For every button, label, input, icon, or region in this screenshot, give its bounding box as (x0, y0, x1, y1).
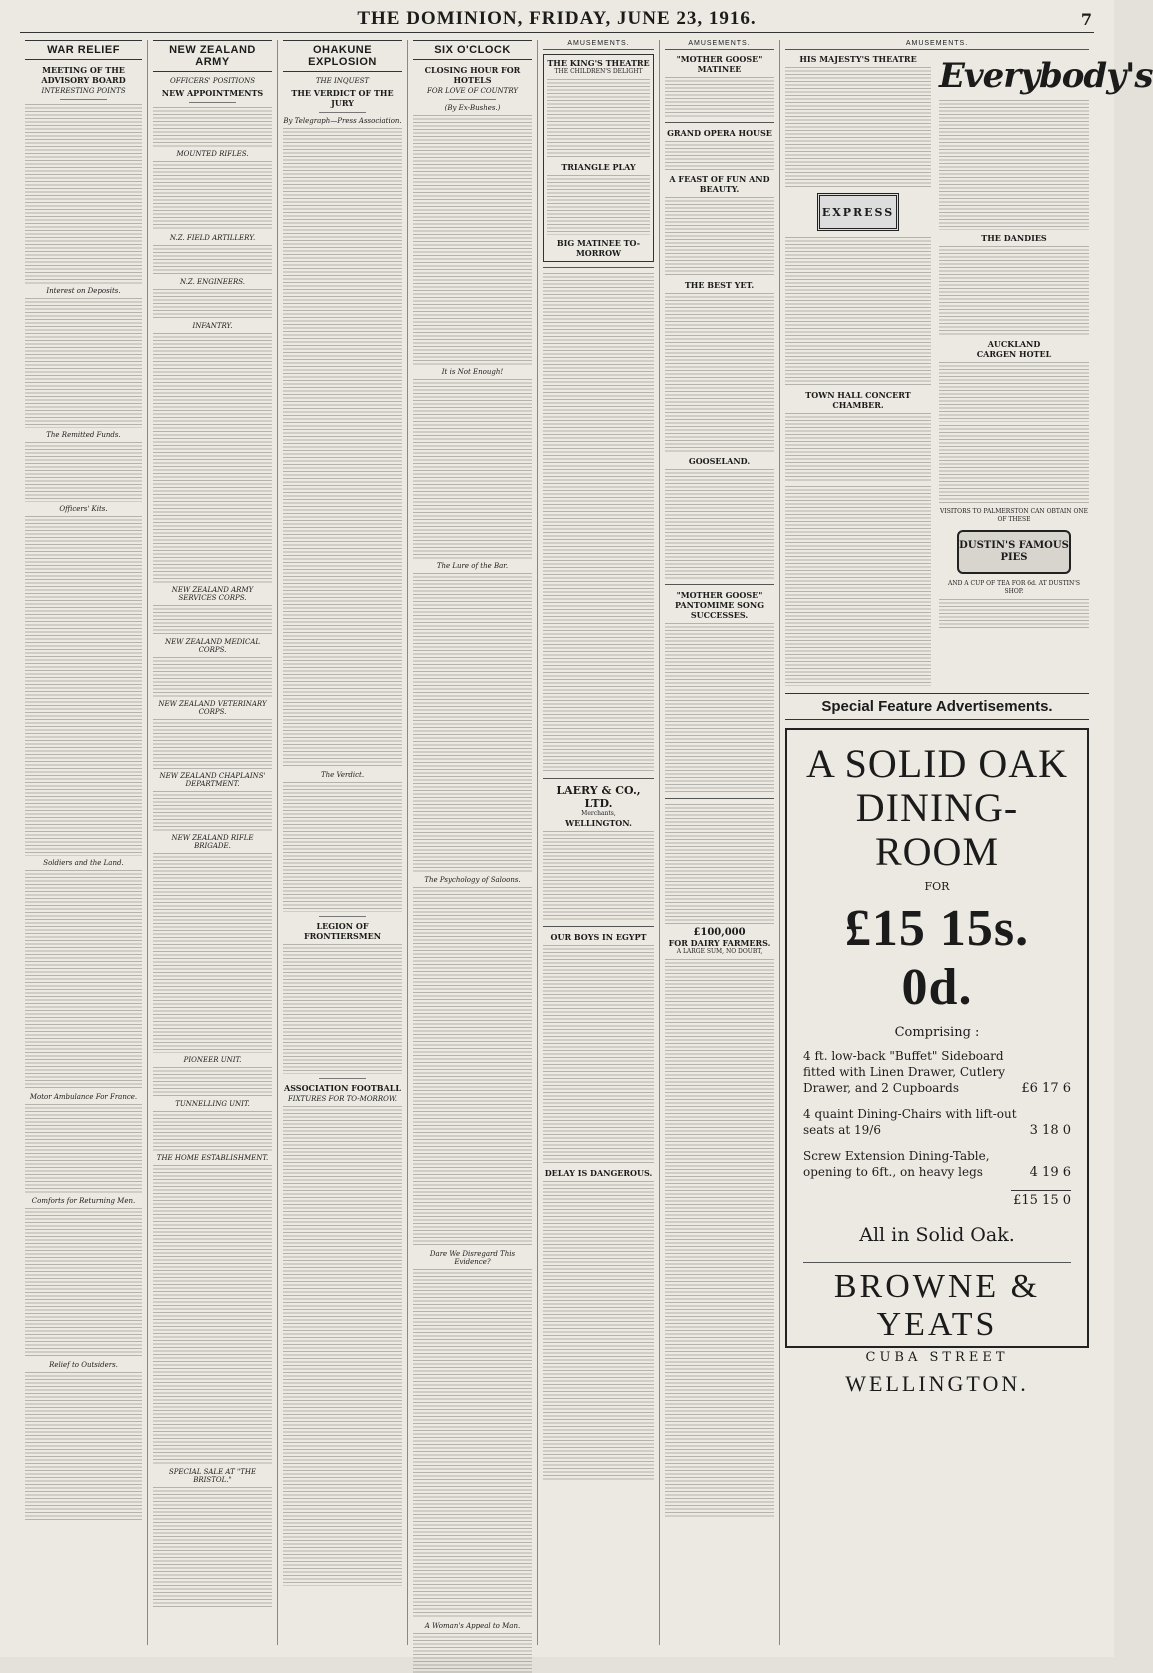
article-kicker: NEW APPOINTMENTS (161, 88, 264, 98)
body-text (153, 1111, 272, 1151)
article-headline: DELAY IS DANGEROUS. (544, 1168, 653, 1178)
body-text (25, 1208, 142, 1358)
ad-title: "MOTHER GOOSE" PANTOMIME SONG SUCCESSES. (674, 590, 765, 620)
body-text (413, 1269, 532, 1619)
ad-text (785, 486, 931, 686)
masthead (20, 6, 1094, 33)
body-text (413, 573, 532, 873)
ad-city: WELLINGTON. (845, 1371, 1029, 1396)
ad-tagline: THE CHILDREN'S DELIGHT (554, 68, 643, 75)
divider (60, 99, 107, 100)
body-text (413, 115, 532, 365)
ad-text (547, 79, 650, 159)
ad-solid-oak: All in Solid Oak. (859, 1224, 1015, 1246)
feature-ad-dining-room (785, 728, 1089, 1396)
divider (319, 1078, 367, 1079)
ad-item-desc: Screw Extension Dining-Table, opening to 6ft., on heavy legs (803, 1149, 990, 1179)
ad-text (939, 599, 1089, 629)
body-text (413, 887, 532, 1247)
body-text (543, 1181, 654, 1481)
divider (319, 916, 367, 917)
divider (543, 926, 654, 927)
body-text (153, 605, 272, 635)
ad-title: THE KING'S THEATRE (547, 58, 650, 68)
body-text (153, 791, 272, 831)
ad-text (543, 831, 654, 921)
ad-text (547, 175, 650, 235)
body-text (283, 782, 402, 912)
laery-name: LAERY & CO., LTD. (556, 784, 641, 810)
ad-text (785, 67, 931, 187)
ad-item (803, 1106, 1071, 1138)
column-nz-army (148, 40, 278, 1645)
body-text (153, 719, 272, 769)
ad-tagline: A LARGE SUM, NO DOUBT, (676, 948, 763, 955)
section-heading: N.Z. ENGINEERS. (179, 278, 246, 286)
section-label: AMUSEMENTS. (665, 40, 774, 50)
section-heading: NEW ZEALAND CHAPLAINS' DEPARTMENT. (159, 772, 266, 788)
body-text (153, 161, 272, 231)
section-heading: The Lure of the Bar. (436, 562, 509, 570)
article-subheadline: CLOSING HOUR FOR HOTELS (424, 65, 521, 85)
section-heading: Interest on Deposits. (46, 287, 121, 295)
article-kicker: FOR LOVE OF COUNTRY (426, 87, 519, 95)
ad-sum: £100,000 (693, 927, 746, 938)
column-text (543, 273, 654, 773)
section-heading: NEW ZEALAND ARMY SERVICES CORPS. (171, 586, 254, 602)
divider (543, 778, 654, 779)
ad-price: £15 15s. 0d. (844, 900, 1030, 1016)
section-label: AMUSEMENTS. (785, 40, 1089, 50)
byline: By Telegraph—Press Association. (283, 117, 402, 125)
section-heading: The Verdict. (320, 771, 365, 779)
body-text (25, 104, 142, 284)
body-text (153, 333, 272, 583)
ad-majesty (785, 54, 931, 689)
ad-everybodys (939, 54, 1153, 689)
article-kicker: INTERESTING POINTS (41, 87, 126, 95)
ad-row-top (785, 54, 1153, 689)
masthead-title: THE DOMINION, FRIDAY, JUNE 23, 1916. (357, 8, 757, 29)
ad-feature: BIG MATINEE TO-MORROW (556, 238, 641, 258)
ad-text (665, 197, 774, 277)
column-six-oclock (408, 40, 538, 1645)
column-text (665, 804, 774, 924)
article-headline: OHAKUNE EXPLOSION (283, 40, 402, 72)
byline: (By Ex-Bushes.) (444, 104, 501, 112)
ad-street: CUBA STREET (865, 1350, 1009, 1365)
column-ohakune (278, 40, 408, 1645)
section-heading: N.Z. FIELD ARTILLERY. (169, 234, 256, 242)
body-text (153, 657, 272, 697)
body-text (25, 442, 142, 502)
ad-title-line-1: A SOLID OAK (805, 741, 1069, 786)
body-text (153, 1165, 272, 1465)
ad-item (803, 1148, 1071, 1180)
ad-item (803, 1048, 1071, 1096)
ad-title: "MOTHER GOOSE" MATINEE (676, 54, 763, 74)
ad-title: TOWN HALL CONCERT CHAMBER. (805, 390, 911, 410)
article-headline: SIX O'CLOCK (413, 40, 532, 60)
body-text (413, 379, 532, 559)
body-text (153, 1487, 272, 1607)
dustin-badge: DUSTIN'S FAMOUS PIES (957, 530, 1071, 574)
dustin-heading: VISITORS TO PALMERSTON CAN OBTAIN ONE OF THESE (940, 508, 1088, 523)
ad-feature: TRIANGLE PLAY (561, 162, 636, 172)
section-heading: Dare We Disregard This Evidence? (429, 1250, 516, 1266)
section-heading: A Woman's Appeal to Man. (424, 1622, 521, 1630)
divider (665, 798, 774, 799)
section-heading: The Remitted Funds. (46, 431, 121, 439)
body-text (153, 107, 272, 147)
body-text (25, 298, 142, 428)
column-advertisements (780, 40, 1153, 1645)
section-heading: PIONEER UNIT. (183, 1056, 242, 1064)
body-text (153, 245, 272, 275)
ad-title: AUCKLAND (987, 339, 1041, 349)
section-heading: NEW ZEALAND RIFLE BRIGADE. (171, 834, 254, 850)
ad-feature: A FEAST OF FUN AND BEAUTY. (669, 174, 770, 194)
article-subheadline: MEETING OF THE ADVISORY BOARD (41, 65, 126, 85)
dustin-tagline: AND A CUP OF TEA FOR 6d. AT DUSTIN'S SHOP. (948, 580, 1080, 595)
divider (665, 122, 774, 123)
divider (449, 99, 497, 100)
ad-text (785, 237, 931, 387)
ad-feature: THE BEST YET. (684, 280, 755, 290)
ad-text (665, 623, 774, 793)
article-headline: WAR RELIEF (25, 40, 142, 60)
ad-item-price: 3 18 0 (1029, 1123, 1071, 1138)
section-heading: THE HOME ESTABLISHMENT. (156, 1154, 269, 1162)
section-heading: Comforts for Returning Men. (31, 1197, 136, 1205)
body-text (153, 853, 272, 1053)
feature-header: Special Feature Advertisements. (785, 693, 1089, 720)
body-text (25, 516, 142, 856)
laery-city: WELLINGTON. (565, 818, 632, 828)
ad-feature: GOOSELAND. (688, 456, 751, 466)
body-text (25, 1104, 142, 1194)
column-text (665, 959, 774, 1519)
ad-item-desc: 4 quaint Dining-Chairs with lift-out seats at 19/6 (803, 1107, 1017, 1137)
section-heading: NEW ZEALAND VETERINARY CORPS. (158, 700, 267, 716)
divider (803, 1262, 1071, 1263)
ad-item-price: £6 17 6 (1021, 1081, 1071, 1096)
section-heading: MOUNTED RIFLES. (176, 150, 249, 158)
ad-subtitle: CARGEN HOTEL (976, 349, 1052, 359)
column-amusements-2 (660, 40, 780, 1645)
page-number: 7 (1080, 10, 1092, 29)
ad-title: THE DANDIES (981, 233, 1047, 243)
body-text (283, 1106, 402, 1586)
ad-firm: BROWNE & YEATS (833, 1268, 1041, 1343)
section-heading: Soldiers and the Land. (43, 859, 124, 867)
body-text (543, 945, 654, 1165)
article-headline: ASSOCIATION FOOTBALL (284, 1083, 401, 1093)
section-heading: INFANTRY. (192, 322, 233, 330)
ad-title: FOR DAIRY FARMERS. (668, 938, 771, 948)
body-text (25, 870, 142, 1090)
section-label: AMUSEMENTS. (543, 40, 654, 50)
ad-text (665, 469, 774, 579)
body-text (25, 1372, 142, 1522)
divider (319, 112, 367, 113)
article-headline: NEW ZEALAND ARMY (153, 40, 272, 72)
ad-total: £15 15 0 (1011, 1190, 1071, 1208)
everybodys-logo: Everybody's (939, 56, 1153, 96)
ad-text (939, 246, 1089, 336)
body-text (153, 289, 272, 319)
section-heading: SPECIAL SALE AT "THE BRISTOL." (168, 1468, 257, 1484)
ad-item-desc: 4 ft. low-back "Buffet" Sideboard fitted with Linen Drawer, Cutlery Drawer, and 2 Cupboards (803, 1049, 1006, 1095)
ad-kings-theatre (543, 54, 654, 262)
divider (543, 267, 654, 268)
article-kicker: THE VERDICT OF THE JURY (291, 88, 394, 108)
ad-title: GRAND OPERA HOUSE (667, 128, 772, 138)
body-text (153, 1067, 272, 1097)
section-heading: The Psychology of Saloons. (424, 876, 521, 884)
section-heading: It is Not Enough! (441, 368, 504, 376)
ad-text (939, 425, 1089, 505)
column-amusements-1 (538, 40, 660, 1645)
ad-text (785, 413, 931, 483)
section-heading: NEW ZEALAND MEDICAL CORPS. (164, 638, 261, 654)
column-war-relief (20, 40, 148, 1645)
section-heading: Motor Ambulance For France. (29, 1093, 138, 1101)
article-subheadline: OFFICERS' POSITIONS (169, 77, 255, 85)
section-heading: Relief to Outsiders. (49, 1361, 118, 1369)
ad-title-line-2: DINING-ROOM (855, 785, 1019, 874)
divider (189, 102, 237, 103)
body-text (283, 128, 402, 768)
ad-comprising: Comprising : (894, 1025, 980, 1040)
article-headline: LEGION OF FRONTIERSMEN (303, 921, 382, 941)
article-headline: OUR BOYS IN EGYPT (550, 932, 647, 942)
body-text (413, 1633, 532, 1673)
ad-for: FOR (924, 880, 950, 893)
body-text (283, 944, 402, 1074)
express-logo: EXPRESS (817, 193, 899, 231)
section-heading: TUNNELLING UNIT. (175, 1100, 250, 1108)
section-heading: FIXTURES FOR TO-MORROW. (287, 1095, 398, 1103)
laery-sub: Merchants, (581, 810, 616, 817)
section-heading: Officers' Kits. (59, 505, 108, 513)
ad-text (665, 141, 774, 171)
ad-item-price: 4 19 6 (1029, 1165, 1071, 1180)
ad-title: HIS MAJESTY'S THEATRE (799, 54, 917, 64)
ad-text (939, 362, 1089, 422)
ad-text (939, 100, 1089, 230)
ad-text (665, 293, 774, 453)
divider (665, 584, 774, 585)
ad-text (665, 77, 774, 117)
article-subheadline: THE INQUEST (315, 77, 370, 85)
